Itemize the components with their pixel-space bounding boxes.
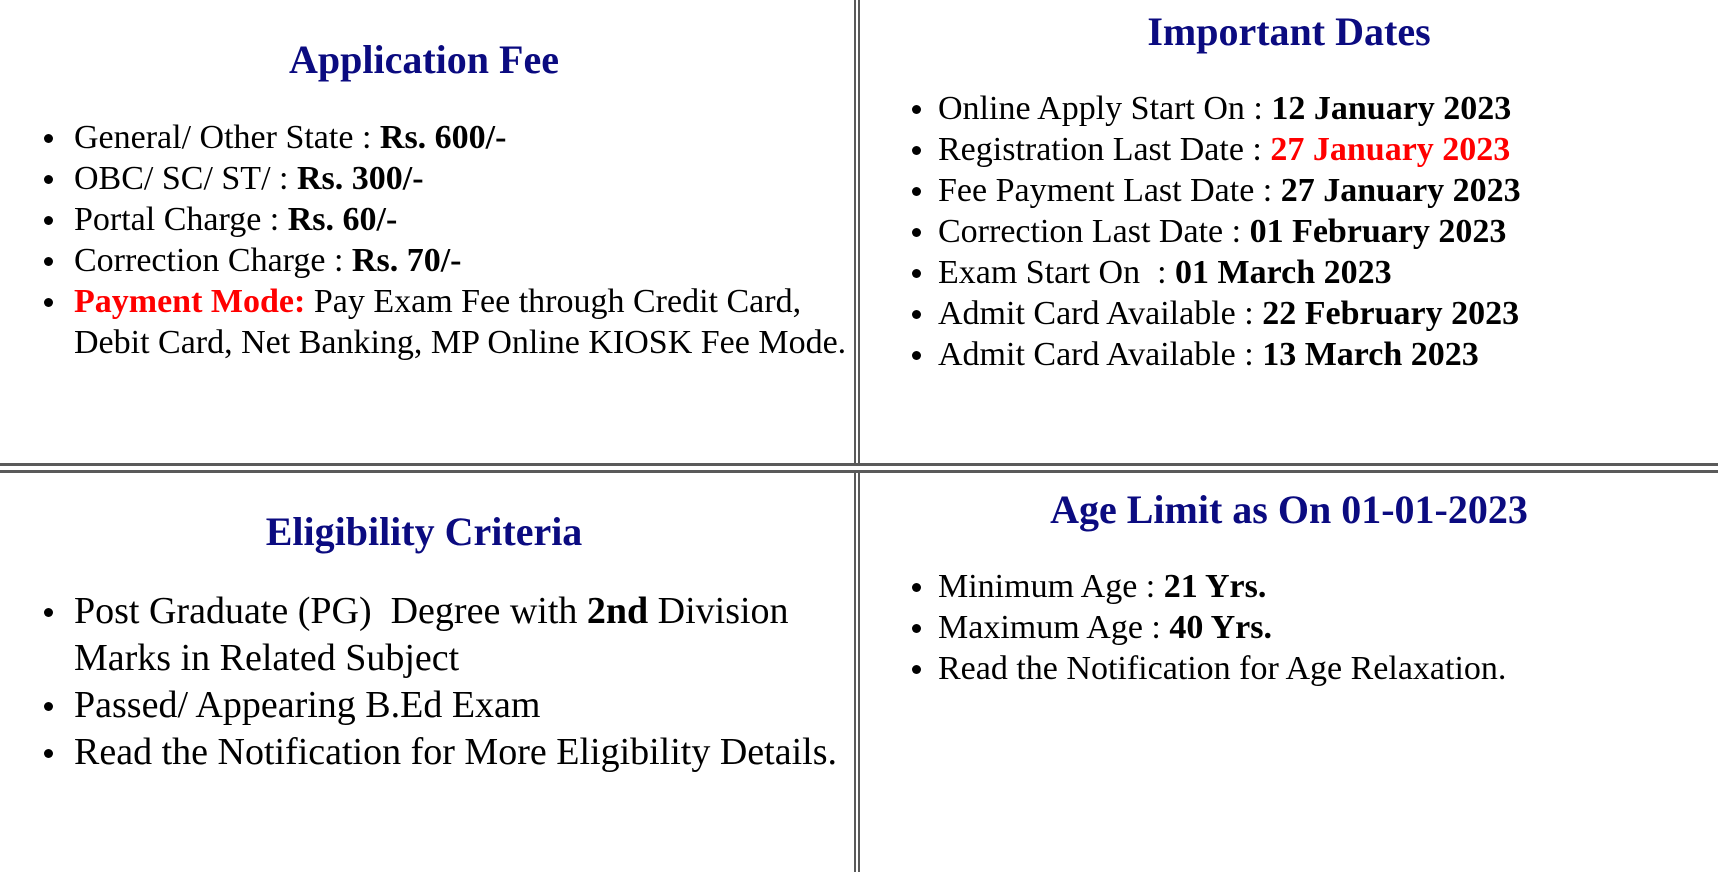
fee-item-label: General/ Other State :	[74, 119, 380, 156]
bullet-icon	[44, 702, 53, 711]
bullet-icon	[912, 310, 921, 319]
date-item-label: Admit Card Available :	[938, 336, 1263, 373]
date-item-label: Exam Start On :	[938, 254, 1176, 291]
bullet-icon	[44, 175, 53, 184]
bullet-icon	[44, 608, 53, 617]
date-item-label: Online Apply Start On :	[938, 90, 1272, 127]
date-item	[860, 129, 1718, 170]
date-item-label: Fee Payment Last Date :	[938, 172, 1281, 209]
bullet-icon	[912, 187, 921, 196]
age-item	[860, 566, 1718, 607]
eligibility-item-bold: 2nd	[586, 590, 649, 632]
age-item-label: Maximum Age :	[938, 609, 1170, 646]
date-item-value: 01 March 2023	[1175, 254, 1392, 291]
eligibility-item	[0, 588, 850, 682]
column-divider	[854, 0, 860, 872]
bullet-icon	[44, 298, 53, 307]
fee-item	[0, 240, 850, 281]
payment-mode-label: Payment Mode:	[74, 283, 306, 320]
age-item	[860, 607, 1718, 648]
eligibility-title: Eligibility Criteria	[265, 509, 583, 554]
date-item-value: 13 March 2023	[1262, 336, 1479, 373]
date-item	[860, 334, 1718, 375]
payment-mode-item	[0, 281, 850, 363]
date-item-label: Admit Card Available :	[938, 295, 1263, 332]
application-fee-list	[0, 117, 850, 363]
important-dates-title: Important Dates	[1147, 9, 1431, 54]
date-item-value: 01 February 2023	[1249, 213, 1507, 250]
fee-item	[0, 199, 850, 240]
date-item	[860, 170, 1718, 211]
fee-item	[0, 117, 850, 158]
bullet-icon	[44, 749, 53, 758]
bullet-icon	[912, 228, 921, 237]
important-dates-cell	[860, 0, 1718, 463]
date-item	[860, 293, 1718, 334]
fee-item	[0, 158, 850, 199]
eligibility-item-text: Post Graduate (PG) Degree with	[74, 590, 587, 632]
date-item	[860, 252, 1718, 293]
fee-item-value: Rs. 70/-	[351, 242, 462, 279]
eligibility-item	[0, 729, 850, 776]
eligibility-item-text: Passed/ Appearing B.Ed Exam	[74, 684, 541, 726]
row-divider	[0, 463, 1718, 473]
eligibility-item-text: Division Marks in Related Subject	[74, 590, 789, 679]
date-item-value: 12 January 2023	[1271, 90, 1512, 127]
bullet-icon	[912, 146, 921, 155]
date-item-value-highlight: 27 January 2023	[1270, 131, 1511, 168]
age-item-value: 40 Yrs.	[1169, 609, 1273, 646]
payment-mode-text: Pay Exam Fee through Credit Card, Debit Card, Net Banking, MP Online KIOSK Fee Mode.	[74, 283, 847, 361]
eligibility-item-text: Read the Notification for More Eligibility Details.	[74, 731, 837, 773]
date-item-value: 22 February 2023	[1262, 295, 1520, 332]
fee-item-value: Rs. 300/-	[296, 160, 424, 197]
fee-item-label: Portal Charge :	[74, 201, 288, 238]
age-note-text: Read the Notification for Age Relaxation.	[938, 650, 1507, 687]
age-limit-list	[860, 566, 1718, 689]
bullet-icon	[912, 665, 921, 674]
date-item	[860, 88, 1718, 129]
fee-item-value: Rs. 600/-	[379, 119, 507, 156]
fee-item-label: Correction Charge :	[74, 242, 352, 279]
fee-item-value: Rs. 60/-	[287, 201, 398, 238]
eligibility-cell	[0, 473, 854, 872]
fee-item-label: OBC/ SC/ ST/ :	[74, 160, 297, 197]
bullet-icon	[912, 583, 921, 592]
bullet-icon	[912, 269, 921, 278]
bullet-icon	[44, 257, 53, 266]
bullet-icon	[912, 351, 921, 360]
application-fee-cell	[0, 0, 854, 463]
bullet-icon	[912, 624, 921, 633]
bullet-icon	[44, 216, 53, 225]
age-limit-title: Age Limit as On 01-01-2023	[1050, 487, 1528, 532]
application-fee-title: Application Fee	[289, 37, 559, 82]
eligibility-list	[0, 588, 850, 776]
eligibility-item	[0, 682, 850, 729]
date-item-label: Registration Last Date :	[938, 131, 1271, 168]
important-dates-list	[860, 88, 1718, 375]
date-item-value: 27 January 2023	[1280, 172, 1521, 209]
age-limit-cell	[860, 473, 1718, 872]
bullet-icon	[44, 134, 53, 143]
date-item	[860, 211, 1718, 252]
bullet-icon	[912, 105, 921, 114]
age-item-label: Minimum Age :	[938, 568, 1164, 605]
age-item-value: 21 Yrs.	[1163, 568, 1267, 605]
date-item-label: Correction Last Date :	[938, 213, 1250, 250]
age-note-item	[860, 648, 1718, 689]
